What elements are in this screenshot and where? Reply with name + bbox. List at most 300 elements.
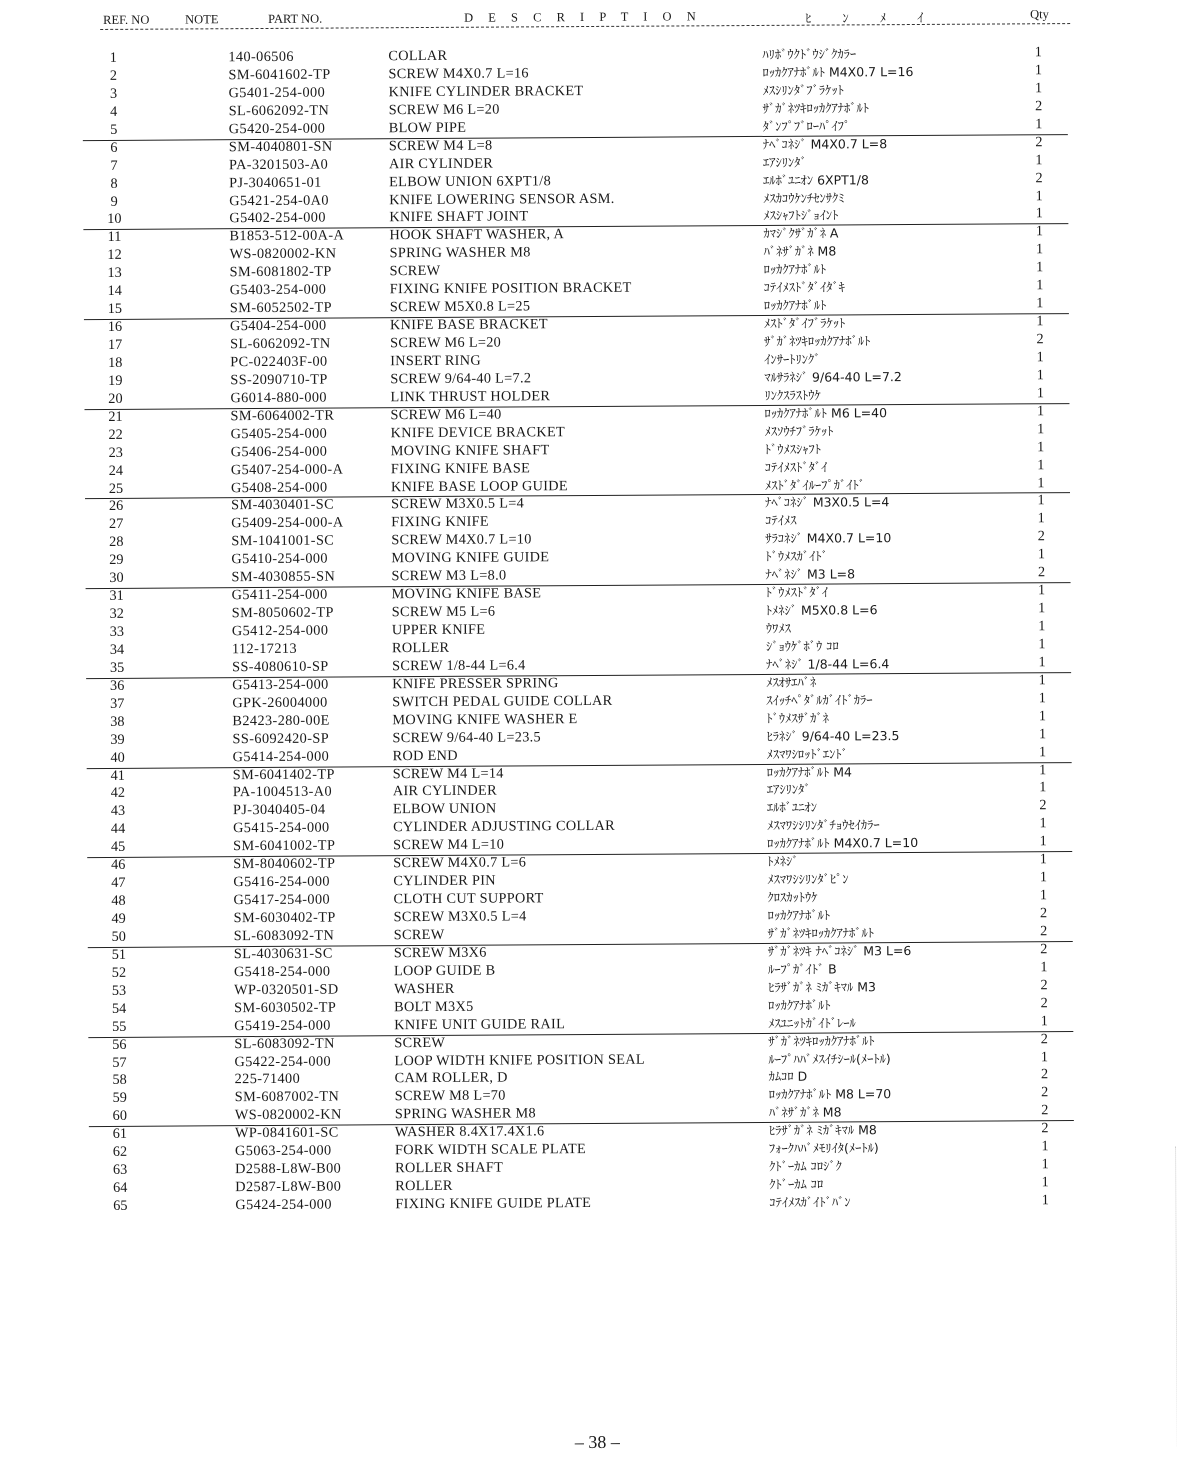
japanese-name-cell: ﾛｯｶｸｱﾅﾎﾞﾙﾄ M4X0.7 L=16 — [762, 63, 914, 80]
qty-cell: 1 — [1038, 707, 1047, 724]
description-cell: SCREW 9/64-40 L=23.5 — [392, 728, 541, 746]
part-no-cell: SM-8050602-TP — [231, 604, 334, 622]
header-ref-no: REF. NO — [103, 12, 150, 27]
part-no-cell: D2587-L8W-B00 — [235, 1178, 342, 1196]
japanese-name-cell: ﾛｯｶｸｱﾅﾎﾞﾙﾄ — [763, 261, 827, 278]
japanese-name-cell: ﾒｽﾄﾞﾀﾞｲﾌﾞﾗｹｯﾄ — [763, 315, 846, 331]
japanese-name-cell: ﾌｫｰｸﾊﾊﾞﾒﾓﾘｲﾀ(ﾒｰﾄﾙ) — [768, 1140, 879, 1157]
description-cell: INSERT RING — [390, 352, 481, 370]
ref-no-cell: 37 — [110, 695, 125, 712]
ref-no-cell: 32 — [109, 605, 124, 622]
ref-no-cell: 8 — [110, 175, 118, 192]
description-cell: ELBOW UNION — [392, 800, 497, 818]
ref-no-cell: 3 — [109, 85, 118, 102]
ref-no-cell: 28 — [109, 534, 124, 551]
part-no-cell: G5421-254-0A0 — [229, 192, 329, 209]
ref-no-cell: 23 — [108, 444, 123, 461]
japanese-name-cell: ｻﾞｶﾞﾈﾂｷﾛｯｶｸｱﾅﾎﾞﾙﾄ — [762, 100, 869, 116]
part-no-cell: SM-6030402-TP — [233, 909, 336, 927]
qty-cell: 1 — [1039, 815, 1047, 832]
part-no-cell: SM-6081802-TP — [229, 263, 332, 281]
qty-cell: 2 — [1036, 331, 1044, 348]
part-no-cell: G6014-880-000 — [230, 389, 328, 407]
description-cell: CAM ROLLER, D — [394, 1069, 508, 1087]
ref-no-cell: 17 — [107, 336, 123, 353]
part-no-cell: SL-6083092-TN — [234, 1035, 335, 1052]
ref-no-cell: 1 — [109, 49, 117, 66]
ref-no-cell: 15 — [107, 300, 123, 318]
description-cell: SPRING WASHER M8 — [394, 1105, 537, 1123]
qty-cell: 1 — [1041, 1192, 1049, 1209]
qty-cell: 1 — [1035, 205, 1043, 222]
description-cell: SCREW 9/64-40 L=7.2 — [390, 370, 532, 388]
description-cell: ROD END — [392, 747, 458, 764]
description-cell: ROLLER — [391, 639, 450, 657]
part-no-cell: WP-0320501-SD — [233, 981, 339, 998]
description-cell: SCREW M6 L=20 — [388, 101, 500, 119]
part-no-cell: G5407-254-000-A — [230, 461, 344, 478]
ref-no-cell: 16 — [107, 318, 123, 336]
ref-no-cell: 60 — [112, 1108, 127, 1125]
description-cell: SCREW M3X0.5 L=4 — [391, 495, 525, 513]
qty-cell: 2 — [1039, 797, 1047, 814]
japanese-name-cell: ﾄﾞｳﾒｽｼｬﾌﾄ — [764, 441, 822, 457]
japanese-name-cell: ﾛｯｶｸｱﾅﾎﾞﾙﾄ M4 — [766, 763, 852, 780]
description-cell: SCREW — [389, 263, 441, 280]
description-cell: MOVING KNIFE GUIDE — [391, 549, 550, 567]
part-no-cell: G5412-254-000 — [231, 622, 329, 640]
part-no-cell: SL-6062092-TN — [230, 335, 331, 353]
japanese-name-cell: ﾅﾍﾞｺﾈｼﾞ M4X0.7 L=8 — [762, 135, 888, 152]
header-japanese-name: ﾋ ﾝ ﾒ ｲ — [805, 10, 938, 26]
part-no-cell: SM-6041402-TP — [232, 766, 335, 783]
part-no-cell: SM-6041002-TP — [233, 837, 336, 855]
japanese-name-cell: ﾋﾗﾈｼﾞ 9/64-40 L=23.5 — [766, 727, 900, 744]
ref-no-cell: 62 — [112, 1144, 128, 1161]
qty-cell: 1 — [1034, 80, 1043, 97]
japanese-name-cell: ｴｱｼﾘﾝﾀﾞ — [766, 782, 811, 798]
qty-cell: 1 — [1037, 420, 1045, 437]
qty-cell: 2 — [1037, 564, 1046, 581]
qty-cell: 2 — [1040, 1066, 1049, 1083]
japanese-name-cell: ﾒｽｼｬﾌﾄｼﾞｮｲﾝﾄ — [763, 207, 839, 224]
description-cell: SCREW M4 L=8 — [388, 137, 493, 154]
ref-no-cell: 31 — [109, 587, 124, 605]
part-no-cell: G5411-254-000 — [231, 586, 328, 604]
description-cell: LOOP GUIDE B — [393, 962, 496, 980]
description-cell: MOVING KNIFE SHAFT — [390, 441, 550, 459]
japanese-name-cell: ﾛｯｶｸｱﾅﾎﾞﾙﾄ — [767, 907, 831, 923]
qty-cell: 1 — [1041, 1138, 1049, 1155]
ref-no-cell: 6 — [110, 139, 118, 156]
part-no-cell: G5406-254-000 — [230, 443, 328, 460]
description-cell: SCREW M3 L=8.0 — [391, 567, 507, 585]
ref-no-cell: 44 — [110, 821, 126, 838]
japanese-name-cell: ﾋﾗｻﾞｶﾞﾈ ﾐｶﾞｷﾏﾙ M3 — [767, 979, 877, 995]
ref-no-cell: 59 — [112, 1090, 127, 1107]
qty-cell: 2 — [1035, 98, 1043, 115]
qty-cell: 1 — [1036, 259, 1044, 276]
ref-no-cell: 34 — [109, 641, 125, 658]
description-cell: SCREW M4 L=14 — [392, 765, 504, 782]
ref-no-cell: 21 — [108, 408, 123, 425]
japanese-name-cell: ｺﾃｲﾒｽｶﾞｲﾄﾞﾊﾞﾝ — [769, 1194, 851, 1210]
part-no-cell: G5410-254-000 — [231, 550, 328, 568]
ref-no-cell: 7 — [110, 157, 118, 174]
ref-no-cell: 13 — [107, 265, 122, 282]
japanese-name-cell: ﾒｽﾏﾜｼﾛｯﾄﾞｴﾝﾄﾞ — [766, 745, 848, 762]
japanese-name-cell: ﾊﾞﾈｻﾞｶﾞﾈ M8 — [768, 1104, 842, 1121]
part-no-cell: SS-4080610-SP — [232, 658, 329, 676]
qty-cell: 1 — [1035, 187, 1043, 204]
ref-no-cell: 2 — [109, 67, 118, 84]
description-cell: SCREW — [393, 926, 445, 944]
description-cell: ELBOW UNION 6XPT1/8 — [389, 172, 552, 190]
ref-no-cell: 19 — [108, 372, 123, 389]
description-cell: COLLAR — [388, 47, 448, 65]
parts-table — [0, 43, 1177, 1216]
japanese-name-cell: ｻﾞｶﾞﾈﾂｷﾛｯｶｸｱﾅﾎﾞﾙﾄ — [767, 925, 875, 941]
description-cell: HOOK SHAFT WASHER, A — [389, 226, 565, 244]
qty-cell: 1 — [1035, 115, 1043, 133]
qty-cell: 1 — [1039, 779, 1047, 796]
ref-no-cell: 47 — [111, 874, 126, 892]
qty-cell: 1 — [1034, 44, 1042, 61]
part-no-cell: D2588-L8W-B00 — [235, 1160, 342, 1178]
description-cell: WASHER — [393, 980, 455, 997]
description-cell: SCREW M4X0.7 L=10 — [391, 531, 532, 549]
part-no-cell: G5401-254-000 — [228, 84, 326, 102]
description-cell: SCREW M3X0.5 L=4 — [393, 908, 527, 926]
japanese-name-cell: ﾅﾍﾞﾈｼﾞ 1/8-44 L=6.4 — [766, 656, 890, 672]
part-no-cell: SS-6092420-SP — [232, 730, 330, 747]
japanese-name-cell: ｺﾃｲﾒｽﾄﾞﾀﾞｲ — [764, 459, 828, 475]
description-cell: KNIFE LOWERING SENSOR ASM. — [389, 190, 615, 208]
qty-cell: 1 — [1039, 761, 1047, 778]
qty-cell: 1 — [1037, 438, 1045, 455]
ref-no-cell: 27 — [108, 516, 124, 533]
japanese-name-cell: ﾄﾞｳﾒｽｶﾞｲﾄﾞ — [765, 548, 828, 565]
description-cell: SCREW M4X0.7 L=6 — [393, 854, 527, 872]
part-no-cell: PA-1004513-A0 — [232, 784, 333, 801]
ref-no-cell: 5 — [110, 121, 118, 138]
description-cell: LOOP WIDTH KNIFE POSITION SEAL — [394, 1051, 645, 1069]
qty-cell: 1 — [1039, 869, 1047, 886]
part-no-cell: G5402-254-000 — [229, 210, 326, 227]
part-no-cell: PJ-3040651-01 — [229, 174, 322, 191]
description-cell: SPRING WASHER M8 — [389, 244, 531, 262]
qty-cell: 2 — [1040, 976, 1048, 994]
description-cell: SCREW — [394, 1034, 446, 1051]
part-no-cell: SM-6087002-TN — [234, 1088, 340, 1106]
qty-cell: 1 — [1038, 618, 1046, 635]
japanese-name-cell: ｽｲｯﾁﾍﾟﾀﾞﾙｶﾞｲﾄﾞｶﾗｰ — [766, 692, 873, 708]
description-cell: FIXING KNIFE — [391, 513, 489, 531]
part-no-cell: G5413-254-000 — [232, 676, 329, 694]
qty-cell: 1 — [1038, 672, 1046, 689]
part-no-cell: PA-3201503-A0 — [228, 156, 329, 173]
description-cell: MOVING KNIFE WASHER E — [392, 710, 578, 728]
japanese-name-cell: ﾒｽｿｳﾁﾌﾞﾗｹｯﾄ — [764, 423, 834, 439]
ref-no-cell: 10 — [107, 211, 122, 228]
part-no-cell: WS-0820002-KN — [229, 245, 337, 263]
qty-cell: 1 — [1040, 1012, 1048, 1029]
japanese-name-cell: ﾒｽｶｺｳｹﾝﾁｾﾝｻｸﾐ — [763, 189, 845, 206]
qty-cell: 1 — [1038, 743, 1047, 760]
ref-no-cell: 18 — [108, 354, 123, 371]
header-qty: Qty — [1030, 7, 1049, 22]
part-no-cell: G5409-254-000-A — [231, 514, 344, 532]
japanese-name-cell: ﾄﾒﾈｼﾞ — [767, 853, 799, 870]
ref-no-cell: 42 — [110, 785, 126, 802]
description-cell: SCREW M6 L=40 — [390, 406, 502, 423]
japanese-name-cell: ｸﾄﾞｰｶﾑ ｺﾛ — [769, 1176, 824, 1192]
ref-no-cell: 25 — [108, 480, 124, 497]
qty-cell: 1 — [1040, 959, 1048, 976]
description-cell: SCREW 1/8-44 L=6.4 — [392, 657, 526, 675]
part-no-cell: G5403-254-000 — [229, 281, 327, 299]
japanese-name-cell: ﾛｯｶｸｱﾅﾎﾞﾙﾄ M6 L=40 — [764, 404, 888, 421]
japanese-name-cell: ｸﾛｽｶｯﾄｳｹ — [767, 889, 818, 905]
part-no-cell: SL-6062092-TN — [228, 102, 330, 120]
japanese-name-cell: ｶﾑｺﾛ D — [768, 1069, 808, 1085]
description-cell: FIXING KNIFE GUIDE PLATE — [395, 1195, 592, 1213]
qty-cell: 1 — [1036, 313, 1044, 330]
qty-cell: 2 — [1041, 1084, 1049, 1101]
qty-cell: 1 — [1037, 510, 1045, 527]
part-no-cell: 225-71400 — [234, 1071, 301, 1088]
part-no-cell: PC-022403F-00 — [230, 353, 328, 371]
qty-cell: 1 — [1038, 725, 1047, 742]
ref-no-cell: 54 — [111, 1000, 127, 1017]
part-no-cell: SM-6041602-TP — [228, 66, 331, 84]
description-cell: AIR CYLINDER — [388, 155, 494, 172]
japanese-name-cell: ｳﾜﾒｽ — [765, 620, 791, 636]
qty-cell: 1 — [1037, 492, 1045, 509]
ref-no-cell: 26 — [108, 498, 124, 515]
description-cell: LINK THRUST HOLDER — [390, 388, 551, 406]
description-cell: KNIFE PRESSER SPRING — [392, 675, 559, 693]
description-cell: KNIFE CYLINDER BRACKET — [388, 82, 584, 101]
japanese-name-cell: ｻﾞｶﾞﾈﾂｷﾛｯｶｸｱﾅﾎﾞﾙﾄ — [764, 333, 871, 349]
description-cell: WASHER 8.4X17.4X1.6 — [394, 1123, 545, 1141]
ref-no-cell: 56 — [112, 1036, 127, 1053]
ref-no-cell: 9 — [110, 193, 118, 210]
ref-no-cell: 49 — [111, 910, 126, 927]
description-cell: BLOW PIPE — [388, 119, 467, 136]
japanese-name-cell: ﾅﾍﾞｺﾈｼﾞ M3X0.5 L=4 — [765, 494, 890, 511]
part-no-cell: SM-6064002-TR — [230, 407, 335, 424]
part-no-cell: SM-6052502-TP — [229, 299, 333, 317]
japanese-name-cell: ﾛｯｶｸｱﾅﾎﾞﾙﾄ M4X0.7 L=10 — [767, 835, 919, 852]
description-cell: KNIFE BASE BRACKET — [389, 316, 548, 334]
ref-no-cell: 58 — [112, 1072, 127, 1089]
ref-no-cell: 57 — [112, 1054, 127, 1071]
description-cell: SCREW M6 L=20 — [390, 334, 502, 352]
qty-cell: 1 — [1036, 402, 1045, 420]
part-no-cell: G5414-254-000 — [232, 748, 330, 765]
part-no-cell: SM-4030401-SC — [231, 497, 335, 514]
ref-no-cell: 65 — [113, 1197, 128, 1214]
description-cell: SCREW M5 L=6 — [391, 603, 496, 621]
japanese-name-cell: ﾒｽｵｻｴﾊﾞﾈ — [766, 674, 817, 690]
ref-no-cell: 61 — [112, 1126, 128, 1143]
description-cell: KNIFE BASE LOOP GUIDE — [390, 477, 568, 495]
qty-cell: 1 — [1037, 474, 1045, 491]
part-no-cell: SS-2090710-TP — [230, 371, 328, 389]
japanese-name-cell: ﾙｰﾌﾟﾊﾊﾞﾒｽｲﾁｼｰﾙ(ﾒｰﾄﾙ) — [768, 1050, 891, 1067]
ref-no-cell: 38 — [110, 713, 125, 730]
part-no-cell: G5418-254-000 — [233, 963, 331, 980]
ref-no-cell: 39 — [110, 731, 125, 748]
japanese-name-cell: ﾄﾞｳﾒｽﾄﾞﾀﾞｲ — [765, 584, 829, 601]
description-cell: KNIFE SHAFT JOINT — [389, 208, 529, 226]
ref-no-cell: 53 — [111, 982, 127, 999]
ref-no-cell: 51 — [111, 946, 127, 963]
part-no-cell: G5424-254-000 — [235, 1196, 332, 1214]
header-note: NOTE — [185, 12, 219, 27]
qty-cell: 2 — [1041, 1120, 1049, 1137]
qty-cell: 2 — [1040, 941, 1048, 958]
japanese-name-cell: ｶﾏｼﾞｸｻﾞｶﾞﾈ A — [763, 225, 839, 242]
ref-no-cell: 29 — [109, 552, 124, 569]
qty-cell: 1 — [1037, 456, 1045, 473]
ref-no-cell: 45 — [110, 839, 126, 856]
japanese-name-cell: ﾊﾘﾎﾞｳｸﾄﾞｳｼﾞｸｶﾗｰ — [762, 46, 857, 62]
ref-no-cell: 14 — [107, 283, 122, 300]
description-cell: SCREW M8 L=70 — [394, 1087, 506, 1105]
part-no-cell: 112-17213 — [231, 640, 298, 658]
part-no-cell: SL-6083092-TN — [233, 927, 335, 945]
qty-cell: 2 — [1037, 528, 1045, 545]
part-no-cell: WS-0820002-KN — [234, 1106, 342, 1124]
qty-cell: 1 — [1039, 851, 1047, 868]
ref-no-cell: 12 — [107, 247, 122, 264]
description-cell: CYLINDER ADJUSTING COLLAR — [393, 818, 616, 836]
part-no-cell: G5408-254-000 — [230, 479, 328, 496]
ref-no-cell: 52 — [111, 964, 127, 981]
qty-cell: 1 — [1041, 1174, 1049, 1191]
description-cell: AIR CYLINDER — [392, 783, 497, 800]
ref-no-cell: 33 — [109, 623, 125, 640]
ref-no-cell: 40 — [110, 749, 125, 766]
qty-cell: 1 — [1040, 1048, 1049, 1065]
description-cell: KNIFE DEVICE BRACKET — [390, 423, 566, 441]
japanese-name-cell: ﾘﾝｸｽﾗｽﾄｳｹ — [764, 387, 821, 403]
japanese-name-cell: ﾙｰﾌﾟｶﾞｲﾄﾞ B — [767, 961, 837, 977]
japanese-name-cell: ｴｱｼﾘﾝﾀﾞ — [762, 154, 807, 170]
qty-cell: 1 — [1038, 636, 1046, 653]
japanese-name-cell: ｼﾞｮｳｹﾞﾎﾞｳ ｺﾛ — [765, 638, 839, 654]
ref-no-cell: 46 — [111, 857, 126, 874]
qty-cell: 2 — [1039, 905, 1048, 922]
japanese-name-cell: ｴﾙﾎﾞﾕﾆｵﾝ 6XPT1/8 — [763, 171, 869, 188]
description-cell: SCREW M3X6 — [393, 944, 487, 962]
description-cell: SCREW M4 L=10 — [393, 836, 505, 854]
qty-cell: 1 — [1037, 546, 1046, 563]
description-cell: BOLT M3X5 — [394, 998, 474, 1015]
japanese-name-cell: ﾒｽﾕﾆｯﾄｶﾞｲﾄﾞﾚｰﾙ — [768, 1015, 856, 1031]
description-cell: SCREW M4X0.7 L=16 — [388, 65, 529, 83]
part-no-cell: SM-1041001-SC — [231, 532, 335, 550]
qty-cell: 1 — [1034, 62, 1043, 79]
description-cell: MOVING KNIFE BASE — [391, 585, 542, 603]
qty-cell: 1 — [1036, 385, 1045, 402]
part-no-cell: B1853-512-00A-A — [229, 227, 345, 245]
part-no-cell: G5420-254-000 — [228, 120, 326, 137]
ref-no-cell: 63 — [112, 1161, 128, 1179]
qty-cell: 1 — [1036, 367, 1044, 384]
part-no-cell: G5416-254-000 — [233, 873, 330, 891]
japanese-name-cell: ﾛｯｶｸｱﾅﾎﾞﾙﾄ — [763, 297, 827, 314]
part-no-cell: WP-0841601-SC — [234, 1124, 339, 1142]
ref-no-cell: 64 — [113, 1179, 128, 1196]
japanese-name-cell: ﾒｽｼﾘﾝﾀﾞﾌﾞﾗｹｯﾄ — [762, 82, 844, 98]
ref-no-cell: 35 — [109, 659, 125, 676]
qty-cell: 1 — [1038, 600, 1046, 617]
qty-cell: 2 — [1040, 923, 1048, 940]
description-cell: FIXING KNIFE POSITION BRACKET — [389, 279, 632, 298]
ref-no-cell: 11 — [107, 229, 122, 246]
ref-no-cell: 24 — [108, 462, 124, 479]
description-cell: KNIFE UNIT GUIDE RAIL — [394, 1015, 566, 1033]
japanese-name-cell: ﾒｽﾏﾜｼｼﾘﾝﾀﾞﾋﾟﾝ — [767, 871, 849, 888]
ref-no-cell: 4 — [110, 103, 118, 120]
description-cell: ROLLER — [395, 1177, 453, 1195]
japanese-name-cell: ｺﾃｲﾒｽﾄﾞﾀﾞｲﾀﾞｷ — [763, 279, 846, 296]
description-cell: FORK WIDTH SCALE PLATE — [394, 1141, 587, 1159]
part-no-cell: G5419-254-000 — [234, 1017, 331, 1034]
part-no-cell: G5417-254-000 — [233, 891, 331, 909]
qty-cell: 2 — [1035, 169, 1043, 186]
ref-no-cell: 22 — [108, 426, 123, 443]
part-no-cell: SM-4040801-SN — [228, 138, 333, 155]
header-part-no: PART NO. — [268, 11, 323, 26]
part-no-cell: GPK-26004000 — [232, 694, 328, 711]
qty-cell: 1 — [1035, 151, 1043, 168]
qty-cell: 1 — [1037, 582, 1046, 599]
japanese-name-cell: ｻﾗｺﾈｼﾞ M4X0.7 L=10 — [765, 530, 892, 547]
qty-cell: 1 — [1036, 349, 1044, 366]
part-no-cell: G5404-254-000 — [229, 317, 327, 335]
japanese-name-cell: ｻﾞｶﾞﾈﾂｷﾛｯｶｸｱﾅﾎﾞﾙﾄ — [768, 1032, 875, 1049]
part-no-cell: G5422-254-000 — [234, 1053, 332, 1070]
qty-cell: 1 — [1041, 1156, 1049, 1173]
part-no-cell: B2423-280-00E — [232, 712, 330, 729]
header-description: D E S C R I P T I O N — [464, 9, 702, 25]
ref-no-cell: 43 — [110, 803, 126, 820]
ref-no-cell: 48 — [111, 892, 126, 909]
qty-cell: 2 — [1040, 994, 1048, 1011]
japanese-name-cell: ｲﾝｻｰﾄﾘﾝｸﾞ — [764, 351, 821, 367]
part-no-cell: SM-8040602-TP — [233, 855, 336, 873]
part-no-cell: PJ-3040405-04 — [232, 801, 326, 819]
ref-no-cell: 55 — [112, 1018, 127, 1035]
japanese-name-cell: ﾄﾒﾈｼﾞ M5X0.8 L=6 — [765, 602, 878, 618]
ref-no-cell: 36 — [109, 677, 125, 694]
qty-cell: 1 — [1036, 295, 1044, 312]
qty-cell: 1 — [1038, 654, 1046, 671]
ref-no-cell: 30 — [109, 570, 124, 587]
japanese-name-cell: ﾊﾞﾈｻﾞｶﾞﾈ M8 — [763, 243, 837, 260]
qty-cell: 1 — [1039, 887, 1048, 904]
part-no-cell: G5405-254-000 — [230, 425, 328, 442]
japanese-name-cell: ﾛｯｶｸｱﾅﾎﾞﾙﾄ — [768, 997, 831, 1013]
part-no-cell: G5063-254-000 — [234, 1142, 332, 1160]
japanese-name-cell: ｸﾄﾞｰｶﾑ ｺﾛｼﾞｸ — [769, 1158, 842, 1175]
qty-cell: 1 — [1035, 241, 1044, 258]
description-cell: SCREW M5X0.8 L=25 — [389, 298, 531, 316]
